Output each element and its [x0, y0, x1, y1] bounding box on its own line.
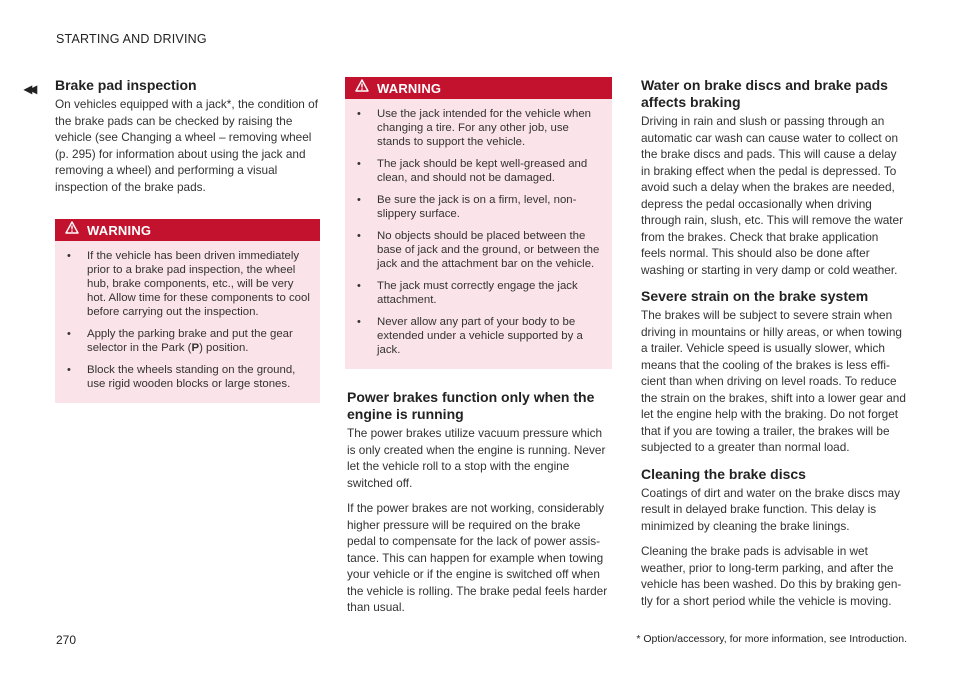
warning-header: [55, 219, 320, 241]
bullet-icon: •: [357, 108, 361, 120]
paragraph-power-brakes-1: The power brakes utilize vacuum pressure which is only created when the engine is running. Never let the vehicle roll to a stop with the engine switched off.: [347, 426, 606, 490]
paragraph-brake-pad-inspection: On vehicles equipped with a jack*, the condition of the brake pads can be checked by raising the vehicle (see Changing a wheel – removing wheel (p. 295) for information about using the jack and removing a wheel) and performing a visual inspection of the brake pads.: [55, 97, 318, 194]
warning-triangle-icon: [355, 79, 369, 97]
warning-item-text: The jack should be kept well-greased and clean, and should not be damaged.: [377, 158, 588, 184]
bullet-icon: •: [67, 328, 71, 340]
warning-item-text: Block the wheels standing on the ground, use rigid wooden blocks or large stones.: [87, 364, 296, 390]
warning-item: [357, 157, 602, 185]
warning-title: WARNING: [87, 222, 152, 238]
warning-item: [357, 229, 602, 271]
bullet-icon: •: [357, 158, 361, 170]
warning-title: WARNING: [377, 80, 442, 96]
paragraph-power-brakes-2: If the power brakes are not working, considerably higher pressure will be required on the brake pedal to compensate for the lack of power assis-tance. This can happen for example when towing your vehicle or if the engine is switched off when the vehicle is rolling. The brake pedal feels harder than usual.: [347, 501, 608, 614]
warning-item: [67, 327, 310, 355]
warning-item-text-part: ) position.: [199, 342, 249, 354]
bullet-icon: •: [357, 316, 361, 328]
warning-item-text: The jack must correctly engage the jack attachment.: [377, 280, 578, 306]
warning-item-text-part: Apply the parking brake and put the gear selector in the Park (: [87, 328, 293, 354]
warning-box-brake-pad: [55, 219, 320, 403]
heading-severe-strain: Severe strain on the brake system: [641, 288, 869, 304]
heading-cleaning-brake-discs: Cleaning the brake discs: [641, 465, 806, 482]
bullet-icon: •: [357, 194, 361, 206]
continue-arrows-icon: ◂◂: [24, 81, 35, 98]
paragraph-cleaning-1: Coatings of dirt and water on the brake discs may result in delayed brake function. This delay is minimized by cleaning the brake linings.: [641, 485, 901, 533]
paragraph-water-on-brakes: Driving in rain and slush or passing through an automatic car wash can cause water to collect on the brake discs and pads. This will cause a delay in braking effect when the pedal is depressed. To avoid such a delay when the brakes are needed, depress the pedal occasionally when driving through rain, slush, etc. This will remove the water from the brakes. Check that brake application feels normal. This should also be done after washing or starting in very damp or cold weather.: [641, 114, 904, 277]
bullet-icon: •: [357, 230, 361, 242]
warning-item-text: [87, 327, 310, 355]
warning-item-text: Use the jack intended for the vehicle when changing a tire. For any other job, use stands to support the vehicle.: [377, 108, 592, 148]
warning-item-text: No objects should be placed between the base of jack and the ground, or between the jack and the attachment bar on the vehicle.: [377, 230, 600, 270]
warning-item: [67, 363, 310, 391]
warning-item: [357, 107, 602, 149]
bullet-icon: •: [357, 280, 361, 292]
bullet-icon: •: [67, 364, 71, 376]
warning-item: [357, 193, 602, 221]
column-3: [641, 77, 906, 618]
bullet-icon: •: [67, 250, 71, 262]
warning-item: [67, 249, 310, 319]
column-2: [347, 77, 612, 625]
warning-item-text: Be sure the jack is on a firm, level, non-slippery surface.: [377, 194, 577, 220]
paragraph-cleaning-2: Cleaning the brake pads is advisable in wet weather, prior to long-term parking, and after the vehicle has been washed. Do this by braking gen-tly for a short period while the vehicle is moving.: [641, 544, 902, 608]
park-symbol: P: [191, 342, 200, 354]
warning-item: [357, 279, 602, 307]
heading-power-brakes: Power brakes function only when the engine is running: [347, 389, 595, 422]
warning-item-text: If the vehicle has been driven immediately prior to a brake pad inspection, the wheel hub, brake components, etc., will be very hot. Allow time for these components to cool before carrying out the inspection.: [87, 250, 310, 318]
heading-water-on-brakes: Water on brake discs and brake pads affects braking: [641, 77, 888, 110]
column-1: [55, 77, 320, 419]
page-number: 270: [56, 633, 77, 647]
warning-list: [345, 99, 612, 369]
warning-list: [55, 241, 320, 403]
footnote: * Option/accessory, for more information, see Introduction.: [636, 633, 907, 645]
warning-box-jack: [345, 77, 612, 369]
section-header: STARTING AND DRIVING: [56, 32, 207, 46]
warning-header: [345, 77, 612, 99]
heading-brake-pad-inspection: Brake pad inspection: [55, 77, 197, 93]
warning-triangle-icon: [65, 221, 79, 239]
warning-item-text: Never allow any part of your body to be extended under a vehicle supported by a jack.: [377, 316, 583, 356]
paragraph-severe-strain: The brakes will be subject to severe strain when driving in mountains or hilly areas, or when towing a trailer. Vehicle speed is usually slower, which means that the cooling of the brakes is less effi-cient than when driving on level roads. To reduce the strain on the brakes, shift into a lower gear and let the engine help with the braking. Do not forget that if you are towing a trailer, the brakes will be subjected to a greater than normal load.: [641, 308, 906, 454]
warning-item: [357, 315, 602, 357]
